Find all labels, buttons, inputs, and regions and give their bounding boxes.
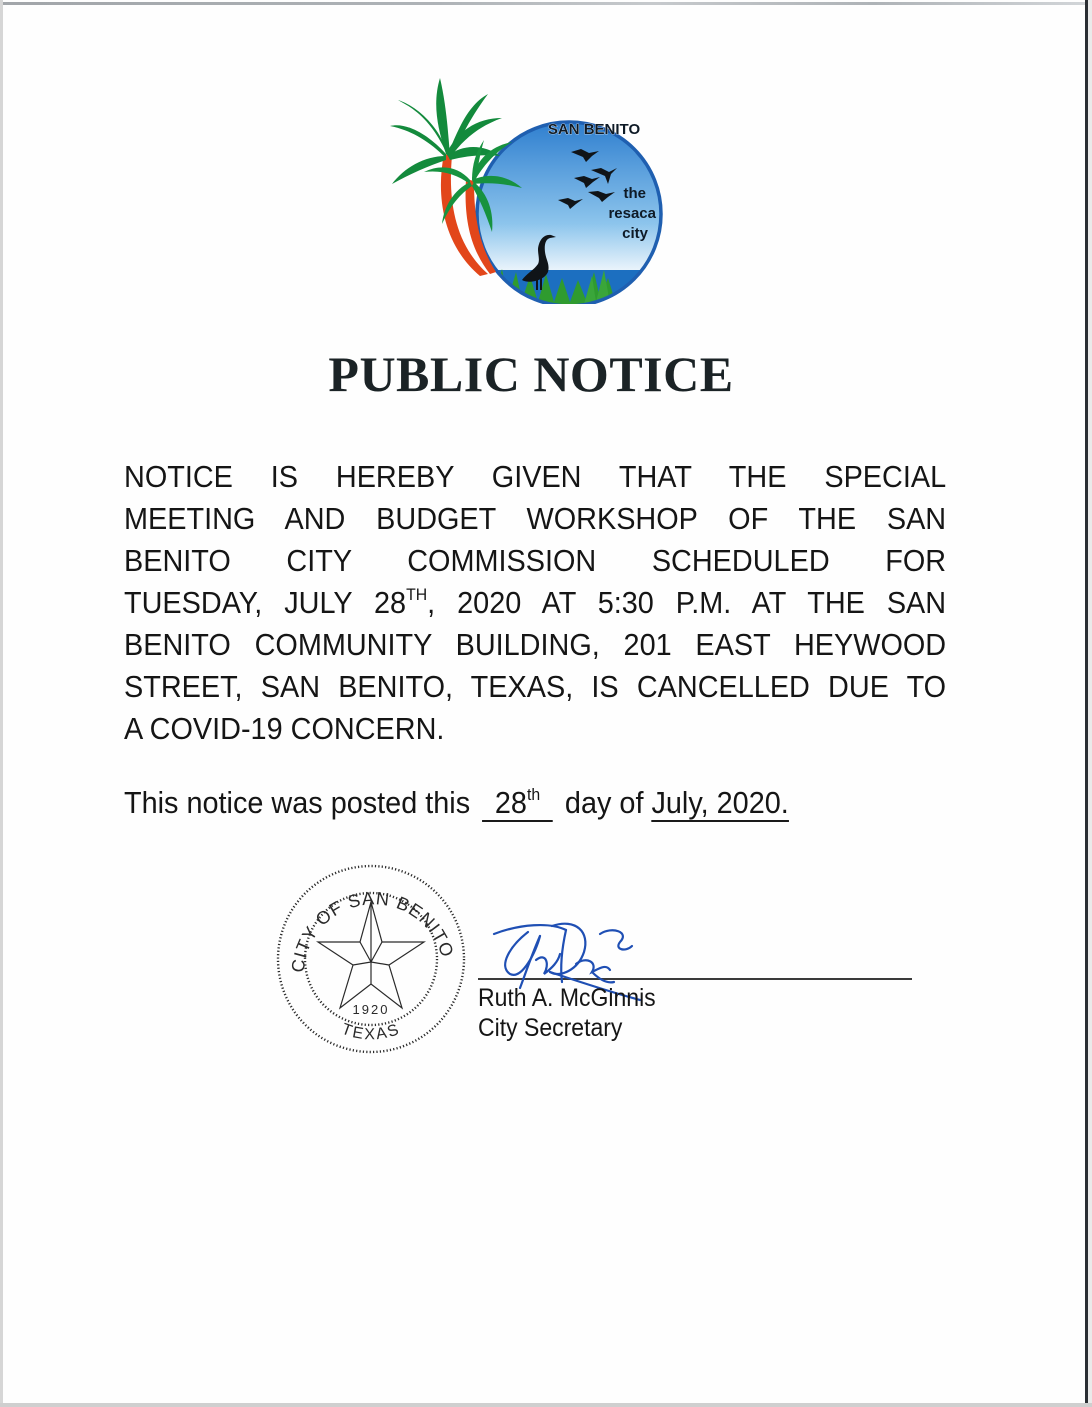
notice-line: BENITO COMMUNITY BUILDING, 201 EAST HEYWOOD — [124, 627, 947, 662]
notice-line: BENITO CITY COMMISSION SCHEDULED FOR — [124, 543, 947, 578]
posted-month-year: July, 2020. — [651, 785, 789, 820]
posted-statement — [124, 785, 789, 822]
notice-date-pre: TUESDAY, JULY 28 — [124, 585, 407, 620]
seal-top-text: CITY OF SAN BENITO — [287, 888, 458, 974]
logo-tagline-2: resaca — [608, 205, 656, 222]
logo-tagline-3: city — [622, 225, 648, 242]
notice-line: NOTICE IS HEREBY GIVEN THAT THE SPECIAL — [124, 459, 947, 494]
logo-city-name: SAN BENITO — [547, 121, 641, 138]
seal-year: 1920 — [352, 1002, 390, 1017]
scan-edge-bottom — [0, 1403, 1092, 1407]
notice-date-suffix: TH — [406, 585, 428, 604]
page-title: PUBLIC NOTICE — [328, 346, 734, 402]
signer-title: City Secretary — [478, 1014, 623, 1042]
signer-name: Ruth A. McGinnis — [478, 984, 656, 1012]
scan-edge-top — [0, 2, 1092, 5]
city-logo — [388, 74, 678, 304]
notice-body — [124, 456, 946, 750]
notice-line-date — [124, 582, 946, 624]
posted-day: 28 — [494, 785, 527, 820]
seal-bottom-text: TEXAS — [339, 1020, 403, 1044]
posted-day-suffix: th — [526, 785, 541, 804]
city-seal — [274, 862, 468, 1056]
scan-margin-right — [1088, 0, 1092, 1407]
notice-line: A COVID-19 CONCERN. — [124, 711, 445, 746]
posted-middle: day of — [564, 785, 644, 820]
notice-date-post: , 2020 AT 5:30 P.M. AT THE SAN — [427, 585, 947, 620]
posted-prefix: This notice was posted this — [124, 785, 471, 820]
posted-day-field — [482, 786, 553, 822]
scan-edge-left — [0, 0, 3, 1407]
logo-tagline-1: the — [623, 185, 646, 202]
notice-line: STREET, SAN BENITO, TEXAS, IS CANCELLED DUE TO — [124, 669, 947, 704]
notice-line: MEETING AND BUDGET WORKSHOP OF THE SAN — [124, 501, 947, 536]
